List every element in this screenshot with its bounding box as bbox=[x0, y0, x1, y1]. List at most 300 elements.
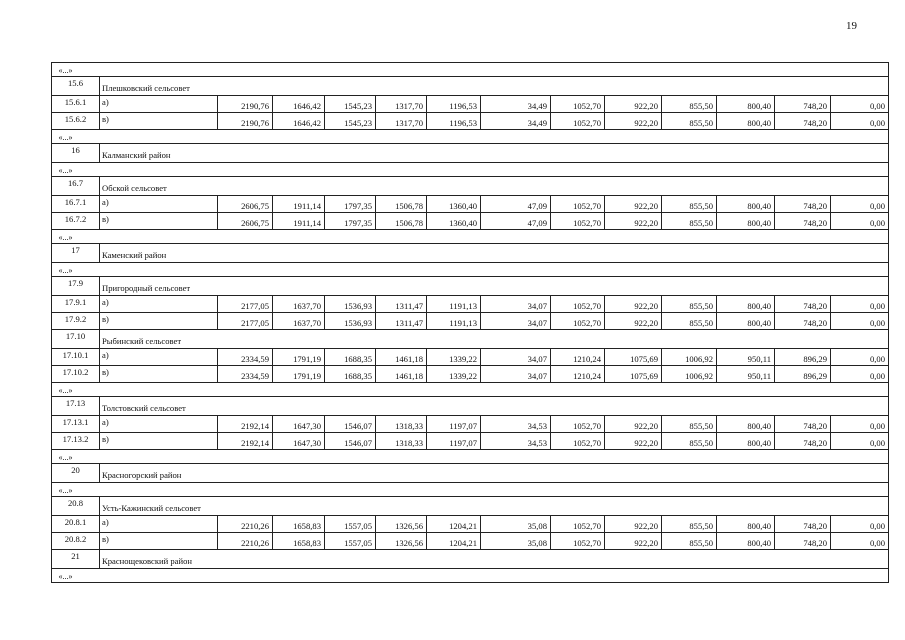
row-number-cell bbox=[52, 296, 100, 312]
table-row bbox=[52, 196, 888, 213]
value: 1326,56 bbox=[395, 538, 423, 548]
value-cell bbox=[774, 349, 830, 365]
value: 34,49 bbox=[527, 101, 547, 111]
value: 950,11 bbox=[747, 354, 771, 364]
row-number-cell bbox=[52, 130, 99, 143]
value-cell bbox=[604, 196, 661, 212]
row-number: «...» bbox=[58, 386, 73, 395]
value-cell bbox=[426, 196, 480, 212]
value: 2334,59 bbox=[241, 371, 269, 381]
value: 1075,69 bbox=[630, 354, 658, 364]
value-cell bbox=[272, 349, 324, 365]
value-cell bbox=[426, 113, 480, 129]
value-cell bbox=[830, 366, 888, 382]
section-name: Красногорский район bbox=[102, 470, 182, 480]
section-name: Толстовский сельсовет bbox=[102, 403, 186, 413]
row-number: 20 bbox=[71, 465, 80, 475]
table-row bbox=[52, 366, 888, 383]
value-cell bbox=[661, 533, 716, 549]
value: 1688,35 bbox=[344, 354, 372, 364]
section-name: Плешковский сельсовет bbox=[102, 83, 190, 93]
row-number-cell bbox=[52, 497, 100, 515]
row-number-cell bbox=[52, 230, 99, 243]
value: 1646,42 bbox=[293, 118, 321, 128]
row-number-cell bbox=[52, 177, 100, 195]
value: 2177,05 bbox=[241, 301, 269, 311]
value-cell bbox=[550, 533, 604, 549]
value-cell bbox=[480, 349, 550, 365]
value-cell bbox=[217, 213, 272, 229]
value-cell bbox=[426, 296, 480, 312]
value-cell bbox=[716, 296, 774, 312]
value-cell bbox=[272, 533, 324, 549]
value-cell bbox=[426, 349, 480, 365]
value: 1191,13 bbox=[449, 318, 477, 328]
value-cell bbox=[550, 516, 604, 532]
value: 1196,53 bbox=[449, 118, 477, 128]
value: 0,00 bbox=[869, 318, 885, 328]
value: 922,20 bbox=[634, 218, 658, 228]
value: 748,20 bbox=[803, 521, 827, 531]
value-cell bbox=[272, 196, 324, 212]
section-name: Пригородный сельсовет bbox=[102, 283, 191, 293]
value: 0,00 bbox=[869, 118, 885, 128]
value: 1052,70 bbox=[573, 101, 601, 111]
row-number: 17.9.1 bbox=[64, 297, 87, 307]
value-cell bbox=[480, 96, 550, 112]
value: 1052,70 bbox=[573, 118, 601, 128]
row-letter: а) bbox=[102, 350, 109, 360]
value-cell bbox=[716, 516, 774, 532]
value: 1339,22 bbox=[449, 371, 477, 381]
value: 748,20 bbox=[803, 438, 827, 448]
value: 0,00 bbox=[869, 371, 885, 381]
row-letter: в) bbox=[102, 434, 109, 444]
value-cell bbox=[217, 433, 272, 449]
value-cell bbox=[716, 113, 774, 129]
row-letter: а) bbox=[102, 197, 109, 207]
value-cell bbox=[217, 113, 272, 129]
value: 1317,70 bbox=[395, 101, 423, 111]
value: 855,50 bbox=[689, 318, 713, 328]
value: 1197,07 bbox=[449, 421, 477, 431]
value: 0,00 bbox=[869, 218, 885, 228]
value: 0,00 bbox=[869, 354, 885, 364]
value: 748,20 bbox=[803, 201, 827, 211]
value-cell bbox=[217, 96, 272, 112]
value-cell bbox=[375, 516, 426, 532]
value-cell bbox=[324, 349, 375, 365]
value: 1646,42 bbox=[293, 101, 321, 111]
value: 47,09 bbox=[527, 201, 547, 211]
row-number: 17.10.2 bbox=[62, 367, 89, 377]
row-number: 21 bbox=[71, 551, 80, 561]
table-row bbox=[52, 349, 888, 366]
value-cell bbox=[375, 196, 426, 212]
value: 0,00 bbox=[869, 538, 885, 548]
value: 1052,70 bbox=[573, 438, 601, 448]
value: 1052,70 bbox=[573, 538, 601, 548]
value-cell bbox=[324, 196, 375, 212]
value-cell bbox=[375, 349, 426, 365]
ellipsis-row bbox=[52, 569, 888, 583]
value-cell bbox=[830, 213, 888, 229]
value-cell bbox=[480, 213, 550, 229]
value: 855,50 bbox=[689, 101, 713, 111]
value: 1545,23 bbox=[344, 118, 372, 128]
value-cell bbox=[480, 296, 550, 312]
section-header-row bbox=[52, 330, 888, 349]
value-cell bbox=[604, 366, 661, 382]
value: 34,53 bbox=[527, 421, 547, 431]
value-cell bbox=[716, 96, 774, 112]
value: 855,50 bbox=[689, 118, 713, 128]
ellipsis-row bbox=[52, 163, 888, 177]
section-header-row bbox=[52, 77, 888, 96]
section-name: Обской сельсовет bbox=[102, 183, 167, 193]
table-row bbox=[52, 296, 888, 313]
value-cell bbox=[604, 96, 661, 112]
value: 1546,07 bbox=[344, 438, 372, 448]
row-number: 20.8.1 bbox=[64, 517, 87, 527]
section-header-row bbox=[52, 397, 888, 416]
value-cell bbox=[661, 516, 716, 532]
value: 1210,24 bbox=[573, 354, 601, 364]
value-cell bbox=[774, 433, 830, 449]
value-cell bbox=[217, 516, 272, 532]
row-number: «...» bbox=[58, 166, 73, 175]
ellipsis-row bbox=[52, 483, 888, 497]
ellipsis-row bbox=[52, 130, 888, 144]
row-number: 17.10 bbox=[65, 331, 86, 341]
value-cell bbox=[272, 96, 324, 112]
value-cell bbox=[774, 516, 830, 532]
value: 1326,56 bbox=[395, 521, 423, 531]
value-cell bbox=[324, 313, 375, 329]
value: 950,11 bbox=[747, 371, 771, 381]
value: 1791,19 bbox=[293, 354, 321, 364]
value-cell bbox=[830, 113, 888, 129]
row-number-cell bbox=[52, 533, 100, 549]
value: 922,20 bbox=[634, 201, 658, 211]
row-number-cell bbox=[52, 366, 100, 382]
value-cell bbox=[272, 416, 324, 432]
value: 800,40 bbox=[747, 438, 771, 448]
row-letter: в) bbox=[102, 114, 109, 124]
value-cell bbox=[604, 416, 661, 432]
value-cell bbox=[324, 96, 375, 112]
value-cell bbox=[716, 433, 774, 449]
section-header-row bbox=[52, 277, 888, 296]
row-number-cell bbox=[52, 313, 100, 329]
value: 1557,05 bbox=[344, 521, 372, 531]
row-number-cell bbox=[52, 244, 100, 262]
section-header-row bbox=[52, 177, 888, 196]
row-number-cell bbox=[52, 516, 100, 532]
row-number-cell bbox=[52, 483, 99, 496]
value-cell bbox=[661, 433, 716, 449]
value-cell bbox=[716, 366, 774, 382]
row-number: «...» bbox=[58, 66, 73, 75]
value: 0,00 bbox=[869, 521, 885, 531]
value: 855,50 bbox=[689, 201, 713, 211]
value: 748,20 bbox=[803, 218, 827, 228]
value: 0,00 bbox=[869, 421, 885, 431]
value-cell bbox=[774, 533, 830, 549]
value-cell bbox=[774, 213, 830, 229]
row-number-cell bbox=[52, 450, 99, 463]
value-cell bbox=[426, 366, 480, 382]
value: 34,07 bbox=[527, 371, 547, 381]
value: 855,50 bbox=[689, 521, 713, 531]
table-row bbox=[52, 213, 888, 230]
value-cell bbox=[217, 416, 272, 432]
value: 0,00 bbox=[869, 101, 885, 111]
row-number-cell bbox=[52, 397, 100, 415]
value: 748,20 bbox=[803, 538, 827, 548]
value-cell bbox=[774, 96, 830, 112]
value-cell bbox=[661, 296, 716, 312]
value-cell bbox=[217, 366, 272, 382]
value-cell bbox=[426, 516, 480, 532]
value-cell bbox=[217, 196, 272, 212]
value: 2606,75 bbox=[241, 201, 269, 211]
value: 34,07 bbox=[527, 301, 547, 311]
value-cell bbox=[272, 296, 324, 312]
value-cell bbox=[324, 533, 375, 549]
value-cell bbox=[774, 113, 830, 129]
value-cell bbox=[480, 313, 550, 329]
value: 922,20 bbox=[634, 521, 658, 531]
value: 748,20 bbox=[803, 301, 827, 311]
value: 1461,18 bbox=[395, 354, 423, 364]
row-number: 15.6.2 bbox=[64, 114, 87, 124]
value: 1791,19 bbox=[293, 371, 321, 381]
value-cell bbox=[550, 433, 604, 449]
value: 922,20 bbox=[634, 421, 658, 431]
value-cell bbox=[716, 416, 774, 432]
value: 922,20 bbox=[634, 538, 658, 548]
ellipsis-row bbox=[52, 383, 888, 397]
value: 800,40 bbox=[747, 101, 771, 111]
ellipsis-row bbox=[52, 63, 888, 77]
row-number-cell bbox=[52, 464, 100, 482]
value-cell bbox=[550, 113, 604, 129]
value-cell bbox=[550, 416, 604, 432]
row-number-cell bbox=[52, 144, 100, 162]
value: 1658,83 bbox=[293, 538, 321, 548]
value: 1311,47 bbox=[395, 318, 423, 328]
tariff-table bbox=[51, 62, 889, 583]
value-cell bbox=[480, 416, 550, 432]
value-cell bbox=[375, 533, 426, 549]
value-cell bbox=[604, 533, 661, 549]
value-cell bbox=[480, 533, 550, 549]
value: 1545,23 bbox=[344, 101, 372, 111]
value-cell bbox=[604, 433, 661, 449]
row-letter: в) bbox=[102, 314, 109, 324]
row-number-cell bbox=[52, 349, 100, 365]
value: 800,40 bbox=[747, 538, 771, 548]
value: 1317,70 bbox=[395, 118, 423, 128]
section-name: Краснощековский район bbox=[102, 556, 192, 566]
row-number-cell bbox=[52, 113, 100, 129]
value: 1911,14 bbox=[293, 201, 321, 211]
value: 1052,70 bbox=[573, 421, 601, 431]
value: 1052,70 bbox=[573, 218, 601, 228]
value: 748,20 bbox=[803, 318, 827, 328]
value-cell bbox=[830, 296, 888, 312]
value-cell bbox=[774, 196, 830, 212]
value: 1557,05 bbox=[344, 538, 372, 548]
section-name: Усть-Кажинский сельсовет bbox=[102, 503, 201, 513]
value-cell bbox=[324, 113, 375, 129]
row-number: 16.7 bbox=[67, 178, 84, 188]
value-cell bbox=[324, 296, 375, 312]
row-letter: а) bbox=[102, 517, 109, 527]
value: 2190,76 bbox=[241, 118, 269, 128]
value-cell bbox=[830, 349, 888, 365]
value-cell bbox=[774, 366, 830, 382]
value-cell bbox=[830, 313, 888, 329]
value: 800,40 bbox=[747, 318, 771, 328]
value-cell bbox=[426, 416, 480, 432]
row-number-cell bbox=[52, 63, 99, 76]
row-number-cell bbox=[52, 77, 100, 95]
value: 1637,70 bbox=[293, 301, 321, 311]
value-cell bbox=[661, 196, 716, 212]
value: 1075,69 bbox=[630, 371, 658, 381]
row-number: 16.7.2 bbox=[64, 214, 87, 224]
value: 1052,70 bbox=[573, 301, 601, 311]
value-cell bbox=[480, 516, 550, 532]
value-cell bbox=[550, 213, 604, 229]
value-cell bbox=[604, 313, 661, 329]
row-number: «...» bbox=[58, 266, 73, 275]
section-header-row bbox=[52, 464, 888, 483]
value-cell bbox=[375, 296, 426, 312]
value-cell bbox=[272, 313, 324, 329]
row-number-cell bbox=[52, 550, 100, 568]
section-name: Калманский район bbox=[102, 150, 171, 160]
value: 1210,24 bbox=[573, 371, 601, 381]
value-cell bbox=[480, 366, 550, 382]
row-number-cell bbox=[52, 213, 100, 229]
value: 855,50 bbox=[689, 301, 713, 311]
value-cell bbox=[661, 313, 716, 329]
value: 800,40 bbox=[747, 421, 771, 431]
value-cell bbox=[217, 349, 272, 365]
value: 1536,93 bbox=[344, 301, 372, 311]
value: 34,07 bbox=[527, 318, 547, 328]
row-number: «...» bbox=[58, 133, 73, 142]
value: 1339,22 bbox=[449, 354, 477, 364]
row-number-cell bbox=[52, 196, 100, 212]
value-cell bbox=[550, 313, 604, 329]
value: 855,50 bbox=[689, 218, 713, 228]
value-cell bbox=[375, 113, 426, 129]
table-row bbox=[52, 313, 888, 330]
ellipsis-row bbox=[52, 450, 888, 464]
value-cell bbox=[375, 366, 426, 382]
value-cell bbox=[375, 213, 426, 229]
value: 34,07 bbox=[527, 354, 547, 364]
value: 1360,40 bbox=[449, 218, 477, 228]
value: 800,40 bbox=[747, 301, 771, 311]
value-cell bbox=[550, 296, 604, 312]
table-row bbox=[52, 416, 888, 433]
value-cell bbox=[324, 516, 375, 532]
value-cell bbox=[774, 296, 830, 312]
value: 0,00 bbox=[869, 201, 885, 211]
value-cell bbox=[426, 533, 480, 549]
value-cell bbox=[550, 196, 604, 212]
value: 1197,07 bbox=[449, 438, 477, 448]
row-number: 17.13.1 bbox=[62, 417, 89, 427]
row-letter: в) bbox=[102, 534, 109, 544]
row-number-cell bbox=[52, 96, 100, 112]
value-cell bbox=[426, 96, 480, 112]
value-cell bbox=[661, 349, 716, 365]
value: 748,20 bbox=[803, 421, 827, 431]
value-cell bbox=[774, 313, 830, 329]
value-cell bbox=[217, 533, 272, 549]
value-cell bbox=[272, 213, 324, 229]
value-cell bbox=[716, 213, 774, 229]
row-number-cell bbox=[52, 569, 99, 582]
section-header-row bbox=[52, 144, 888, 163]
row-number-cell bbox=[52, 277, 100, 295]
value: 922,20 bbox=[634, 438, 658, 448]
value: 922,20 bbox=[634, 118, 658, 128]
value: 2190,76 bbox=[241, 101, 269, 111]
row-number: 17.13 bbox=[65, 398, 86, 408]
row-number: 15.6.1 bbox=[64, 97, 87, 107]
value-cell bbox=[661, 366, 716, 382]
value: 0,00 bbox=[869, 438, 885, 448]
row-number: «...» bbox=[58, 486, 73, 495]
row-number: 17.10.1 bbox=[62, 350, 89, 360]
value-cell bbox=[716, 313, 774, 329]
row-number: 17.9 bbox=[67, 278, 84, 288]
row-number: «...» bbox=[58, 572, 73, 581]
table-row bbox=[52, 516, 888, 533]
value-cell bbox=[830, 96, 888, 112]
value-cell bbox=[830, 533, 888, 549]
table-row bbox=[52, 96, 888, 113]
value-cell bbox=[480, 433, 550, 449]
value-cell bbox=[217, 313, 272, 329]
value-cell bbox=[830, 196, 888, 212]
value: 1360,40 bbox=[449, 201, 477, 211]
value: 2192,14 bbox=[241, 421, 269, 431]
value: 1536,93 bbox=[344, 318, 372, 328]
value-cell bbox=[830, 516, 888, 532]
value: 1052,70 bbox=[573, 521, 601, 531]
value-cell bbox=[375, 416, 426, 432]
value: 800,40 bbox=[747, 201, 771, 211]
value-cell bbox=[375, 96, 426, 112]
value: 1461,18 bbox=[395, 371, 423, 381]
row-number: 20.8 bbox=[67, 498, 84, 508]
value: 1647,30 bbox=[293, 438, 321, 448]
row-letter: а) bbox=[102, 417, 109, 427]
value: 922,20 bbox=[634, 318, 658, 328]
value-cell bbox=[604, 113, 661, 129]
row-number: 17.9.2 bbox=[64, 314, 87, 324]
value: 1318,33 bbox=[395, 438, 423, 448]
value-cell bbox=[604, 213, 661, 229]
